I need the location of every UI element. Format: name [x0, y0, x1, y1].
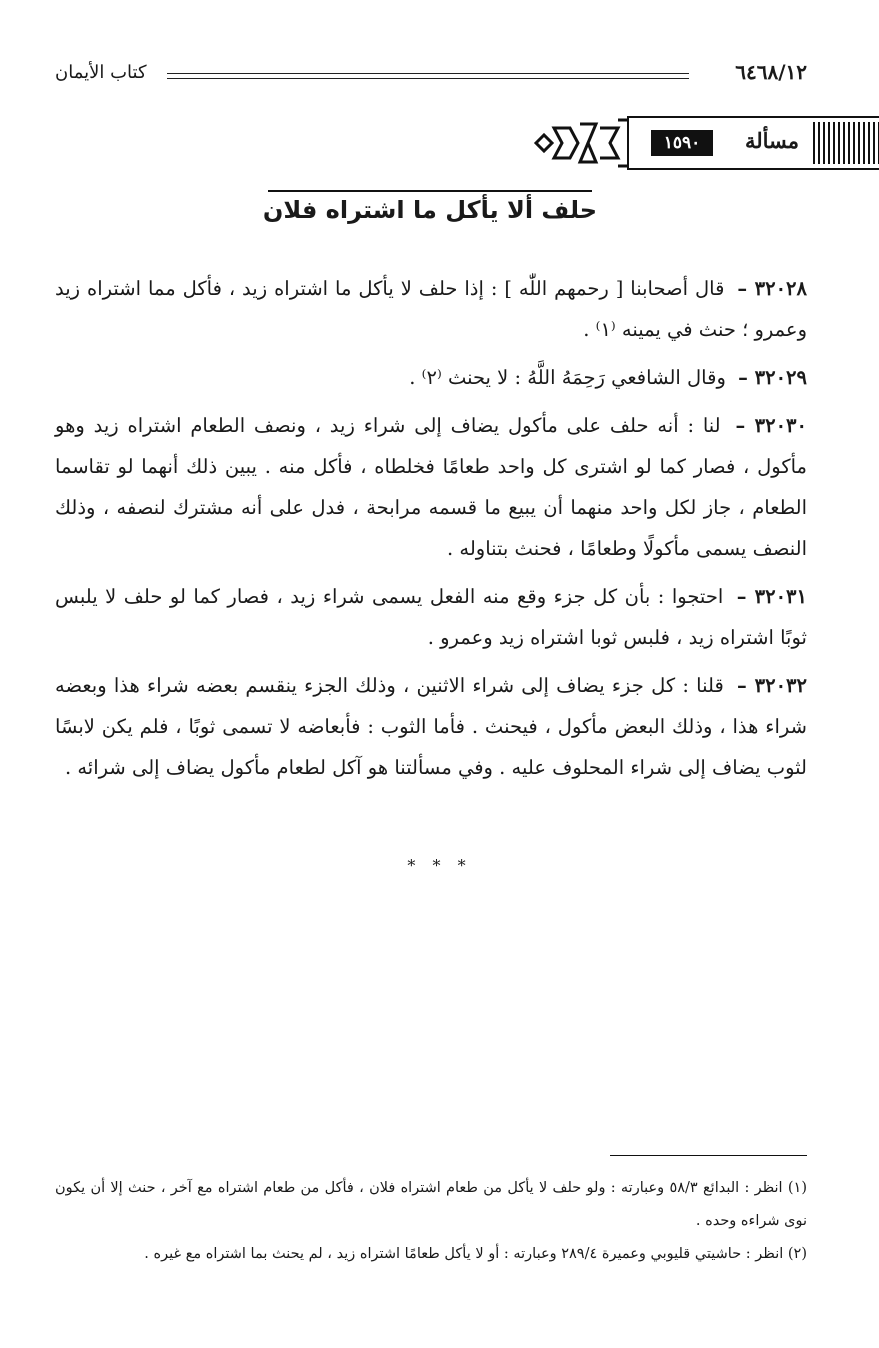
masala-number: ١٥٩٠ — [651, 130, 713, 156]
paragraph-number: ٣٢٠٢٩ – — [738, 366, 807, 389]
paragraph-text: احتجوا : بأن كل جزء وقع منه الفعل يسمى شراء زيد ، فصار كما لو حلف لا يلبس ثوبًا اشتراه زيد ، فلبس ثوبا اشتراه زيد وعمرو . — [55, 585, 807, 649]
paragraph-text: لنا : أنه حلف على مأكول يضاف إلى شراء زيد ، ونصف الطعام اشتراه زيد وهو مأكول ، فصار كما لو اشترى كل واحد طعامًا فخلطاه ، فأكل منه . يبين ذلك أنهما لو تقاسما الطعام ، جاز لكل واحد منهما أن يبيع ما قسمه مرابحة ، فدل على أنه مشترك لنصفه ، وذلك النصف يسمى مأكولًا وطعامًا ، فحنث بتناوله . — [55, 414, 807, 560]
section-title: حلف ألا يأكل ما اشتراه فلان — [262, 196, 598, 224]
ornament-icon — [530, 116, 640, 170]
footnote: (١) انظر : البدائع ٥٨/٣ وعبارته : ولو حلف لا يأكل من طعام اشتراه فلان ، فأكل من طعام اشتراه مع آخر ، حنث إلا أن يكون نوى شراءه وحده . — [55, 1180, 807, 1229]
paragraph-number: ٣٢٠٢٨ – — [737, 277, 807, 300]
paragraph — [55, 665, 807, 788]
paragraph-number: ٣٢٠٣١ – — [736, 585, 808, 608]
paragraph-text: قال أصحابنا [ رحمهم اللّٰه ] : إذا حلف لا يأكل ما اشتراه زيد ، فأكل مما اشتراه زيد وعمرو ؛ حنث في يمينه ⁽١⁾ . — [55, 277, 807, 341]
running-header — [55, 60, 807, 88]
footnote: (٢) انظر : حاشيتي قليوبي وعميرة ٢٨٩/٤ وعبارته : أو لا يأكل طعامًا اشتراه زيد ، لم يحنث بما اشتراه مع غيره . — [144, 1246, 807, 1262]
paragraph — [55, 357, 807, 398]
paragraph-number: ٣٢٠٣٠ – — [735, 414, 808, 437]
paragraph — [55, 405, 807, 569]
paragraph-number: ٣٢٠٣٢ – — [737, 674, 808, 697]
title-rule — [268, 190, 592, 192]
paragraph-text: قلنا : كل جزء يضاف إلى شراء الاثنين ، وذلك الجزء ينقسم بعضه شراء هذا وبعضه شراء هذا ، وذلك البعض مأكول ، فيحنث . فأما الثوب : فأبعاضه لا تسمى ثوبًا ، فلم يكن لابسًا لثوب يضاف إلى شراء المحلوف عليه . وفي مسألتنا هو آكل لطعام مأكول يضاف إلى شرائه . — [55, 674, 807, 779]
paragraph-text: وقال الشافعي رَحِمَهُ اللَّهُ : لا يحنث ⁽٢⁾ . — [409, 366, 726, 389]
footnote-rule — [610, 1155, 807, 1156]
masala-label: مسألة — [744, 128, 799, 153]
paragraph — [55, 576, 807, 658]
banner-frame — [627, 116, 879, 170]
banner-stripes — [813, 122, 879, 164]
masala-banner — [530, 116, 879, 170]
paragraph — [55, 268, 807, 350]
book-title: كتاب الأيمان — [55, 62, 147, 83]
header-rule — [167, 73, 689, 79]
footnotes — [55, 1172, 807, 1271]
section-separator: * * * — [407, 856, 472, 875]
page-reference: ٦٤٦٨/١٢ — [735, 60, 807, 84]
body-text — [55, 268, 807, 795]
